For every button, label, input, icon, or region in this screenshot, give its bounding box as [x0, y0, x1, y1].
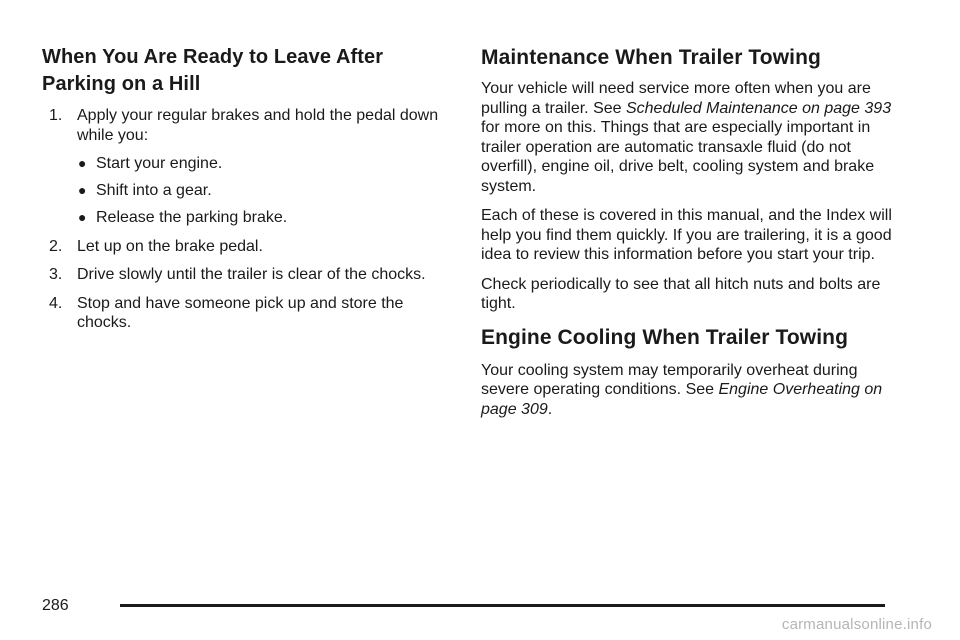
engine-cooling-paragraph — [481, 361, 901, 420]
step-number: 2. — [49, 237, 63, 255]
section-heading-maintenance: Maintenance When Trailer Towing — [481, 46, 821, 69]
step-number: 4. — [49, 294, 63, 312]
sub-bullet-list — [77, 154, 447, 228]
bullet-item — [77, 208, 447, 228]
page-number: 286 — [42, 597, 69, 614]
bullet-icon: ● — [78, 155, 87, 171]
cross-reference-link[interactable]: Scheduled Maintenance on page 393 — [625, 99, 892, 117]
step-text: Drive slowly until the trailer is clear of the chocks. — [77, 266, 426, 283]
bullet-item — [77, 181, 447, 201]
step-text: Apply your regular brakes and hold the pedal down while you: — [77, 107, 439, 144]
text-run: for more on this. Things that are especially important in trailer operation are automatic transaxle fluid (do not overfill), engine oil, drive belt, cooling system and brake system. — [481, 119, 875, 195]
step-item-4 — [42, 294, 447, 333]
step-item-1 — [42, 106, 447, 228]
step-item-3 — [42, 265, 447, 285]
step-number: 3. — [49, 266, 63, 283]
bullet-text: Shift into a gear. — [96, 182, 212, 199]
step-item-2 — [42, 237, 447, 257]
left-column — [42, 44, 447, 342]
text-run: . — [547, 400, 553, 418]
maintenance-paragraph-1 — [481, 79, 901, 196]
bullet-icon: ● — [78, 182, 87, 198]
section-heading-engine-cooling: Engine Cooling When Trailer Towing — [481, 325, 849, 349]
watermark: carmanualsonline.info — [781, 616, 932, 633]
text-run: Your cooling system may temporarily overheat during severe operating conditions. See — [481, 361, 858, 398]
maintenance-paragraph-3: Check periodically to see that all hitch nuts and bolts are tight. — [481, 275, 881, 312]
cross-reference-link[interactable]: Engine Overheating on page 309 — [481, 381, 883, 418]
right-column — [481, 44, 901, 429]
text-run: Your vehicle will need service more often when you are pulling a trailer. See — [481, 80, 871, 117]
step-number: 1. — [49, 107, 63, 124]
step-text: Let up on the brake pedal. — [77, 237, 263, 255]
bullet-icon: ● — [78, 209, 87, 225]
section-heading-leave-hill: When You Are Ready to Leave After Parking on a Hill — [42, 46, 384, 95]
steps-list — [42, 106, 447, 333]
footer-rule — [120, 604, 885, 607]
bullet-item — [77, 154, 447, 174]
step-text: Stop and have someone pick up and store the chocks. — [77, 294, 404, 331]
bullet-text: Release the parking brake. — [96, 209, 288, 226]
bullet-text: Start your engine. — [96, 155, 223, 172]
maintenance-paragraph-2: Each of these is covered in this manual, and the Index will help you find them quickly. If you are trailering, it is a good idea to review this information before you start your trip. — [481, 207, 892, 263]
